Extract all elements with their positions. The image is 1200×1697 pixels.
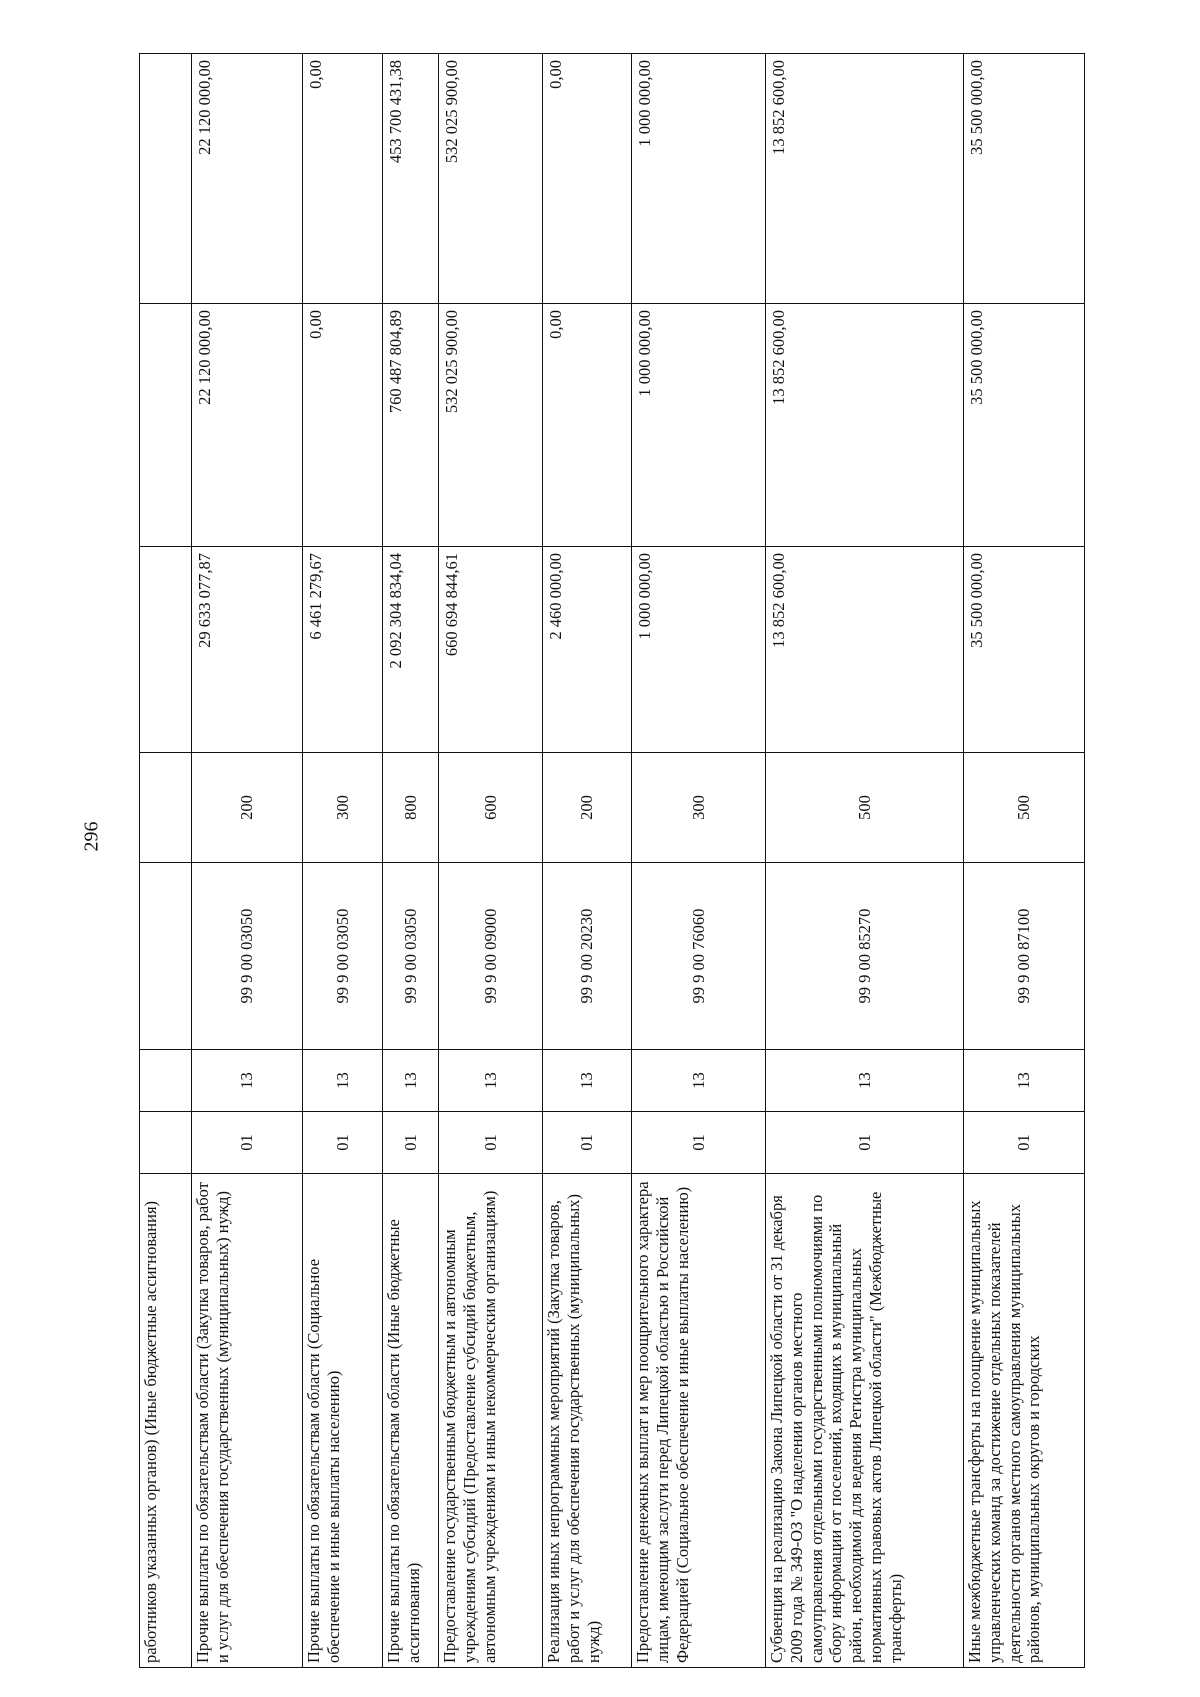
- budget-table: [139, 53, 1085, 1668]
- row-section: 01: [439, 1112, 543, 1174]
- row-amount-3: 22 120 000,00: [192, 54, 303, 304]
- row-expense-type: 300: [632, 753, 766, 863]
- row-section: 01: [383, 1112, 439, 1174]
- row-amount-2: [140, 304, 192, 547]
- row-section: 01: [964, 1112, 1085, 1174]
- row-target-code: 99 9 00 20230: [543, 863, 632, 1050]
- row-subsection: 13: [964, 1050, 1085, 1112]
- row-amount-3: [140, 54, 192, 304]
- row-target-code: 99 9 00 03050: [192, 863, 303, 1050]
- row-section: [140, 1112, 192, 1174]
- row-expense-type: 600: [439, 753, 543, 863]
- table-row: [303, 54, 383, 1668]
- table-row: [632, 54, 766, 1668]
- row-subsection: 13: [766, 1050, 964, 1112]
- row-subsection: 13: [439, 1050, 543, 1112]
- row-expense-type: [140, 753, 192, 863]
- table-row: [766, 54, 964, 1668]
- row-target-code: 99 9 00 09000: [439, 863, 543, 1050]
- page-number: 296: [80, 821, 103, 852]
- row-section: 01: [766, 1112, 964, 1174]
- row-description: Субвенция на реализацию Закона Липецкой области от 31 декабря 2009 года № 349-ОЗ "О наделении органов местного самоуправления отдельными государственными полномочиями по сбору информации от поселений, входящих в муниципальный район, необходимой для ведения Регистра муниципальных нормативных правовых актов Липецкой области" (Межбюджетные трансферты): [766, 1174, 964, 1668]
- row-amount-2: 532 025 900,00: [439, 304, 543, 547]
- row-section: 01: [632, 1112, 766, 1174]
- row-expense-type: 300: [303, 753, 383, 863]
- row-expense-type: 200: [543, 753, 632, 863]
- row-expense-type: 500: [766, 753, 964, 863]
- row-amount-3: 0,00: [543, 54, 632, 304]
- row-target-code: 99 9 00 76060: [632, 863, 766, 1050]
- row-amount-2: 0,00: [543, 304, 632, 547]
- row-description: Иные межбюджетные трансферты на поощрение муниципальных управленческих команд за достижение отдельных показателей деятельности органов местного самоуправления муниципальных районов, муниципальных округов и городских: [964, 1174, 1085, 1668]
- row-description: Предоставление денежных выплат и мер поощрительного характера лицам, имеющим заслуги перед Липецкой областью и Российской Федерацией (Социальное обеспечение и иные выплаты населению): [632, 1174, 766, 1668]
- row-subsection: 13: [192, 1050, 303, 1112]
- table-row: [383, 54, 439, 1668]
- row-amount-2: 22 120 000,00: [192, 304, 303, 547]
- row-amount-3: 532 025 900,00: [439, 54, 543, 304]
- row-amount-2: 13 852 600,00: [766, 304, 964, 547]
- row-amount-3: 453 700 431,38: [383, 54, 439, 304]
- row-amount-3: 13 852 600,00: [766, 54, 964, 304]
- row-amount-1: [140, 547, 192, 753]
- table-row: [964, 54, 1085, 1668]
- row-section: 01: [543, 1112, 632, 1174]
- row-description: Прочие выплаты по обязательствам области (Иные бюджетные ассигнования): [383, 1174, 439, 1668]
- table-row: [543, 54, 632, 1668]
- row-description: Реализация иных непрограммных мероприятий (Закупка товаров, работ и услуг для обеспечения государственных (муниципальных) нужд): [543, 1174, 632, 1668]
- row-subsection: 13: [632, 1050, 766, 1112]
- table-row: [439, 54, 543, 1668]
- row-section: 01: [192, 1112, 303, 1174]
- row-amount-3: 0,00: [303, 54, 383, 304]
- row-amount-1: 6 461 279,67: [303, 547, 383, 753]
- row-amount-1: 2 460 000,00: [543, 547, 632, 753]
- row-amount-2: 760 487 804,89: [383, 304, 439, 547]
- row-description: Прочие выплаты по обязательствам области (Закупка товаров, работ и услуг для обеспечения государственных (муниципальных) нужд): [192, 1174, 303, 1668]
- row-amount-2: 1 000 000,00: [632, 304, 766, 547]
- row-target-code: 99 9 00 03050: [383, 863, 439, 1050]
- row-expense-type: 200: [192, 753, 303, 863]
- row-target-code: 99 9 00 87100: [964, 863, 1085, 1050]
- row-amount-1: 1 000 000,00: [632, 547, 766, 753]
- row-amount-3: 1 000 000,00: [632, 54, 766, 304]
- row-amount-1: 13 852 600,00: [766, 547, 964, 753]
- row-amount-3: 35 500 000,00: [964, 54, 1085, 304]
- row-subsection: 13: [303, 1050, 383, 1112]
- row-expense-type: 500: [964, 753, 1085, 863]
- row-section: 01: [303, 1112, 383, 1174]
- row-amount-1: 660 694 844,61: [439, 547, 543, 753]
- table-row: [192, 54, 303, 1668]
- row-target-code: [140, 863, 192, 1050]
- row-description: Предоставление государственным бюджетным и автономным учреждениям субсидий (Предоставление субсидий бюджетным, автономным учреждениям и иным некоммерческим организациям): [439, 1174, 543, 1668]
- budget-table-rotated: [139, 54, 1084, 1668]
- row-target-code: 99 9 00 85270: [766, 863, 964, 1050]
- row-amount-2: 35 500 000,00: [964, 304, 1085, 547]
- row-subsection: 13: [383, 1050, 439, 1112]
- row-expense-type: 800: [383, 753, 439, 863]
- table-row: [140, 54, 192, 1668]
- row-target-code: 99 9 00 03050: [303, 863, 383, 1050]
- row-amount-1: 29 633 077,87: [192, 547, 303, 753]
- row-amount-1: 2 092 304 834,04: [383, 547, 439, 753]
- row-description: работников указанных органов) (Иные бюджетные ассигнования): [140, 1174, 192, 1668]
- row-amount-2: 0,00: [303, 304, 383, 547]
- row-description: Прочие выплаты по обязательствам области (Социальное обеспечение и иные выплаты населению): [303, 1174, 383, 1668]
- row-subsection: [140, 1050, 192, 1112]
- row-amount-1: 35 500 000,00: [964, 547, 1085, 753]
- row-subsection: 13: [543, 1050, 632, 1112]
